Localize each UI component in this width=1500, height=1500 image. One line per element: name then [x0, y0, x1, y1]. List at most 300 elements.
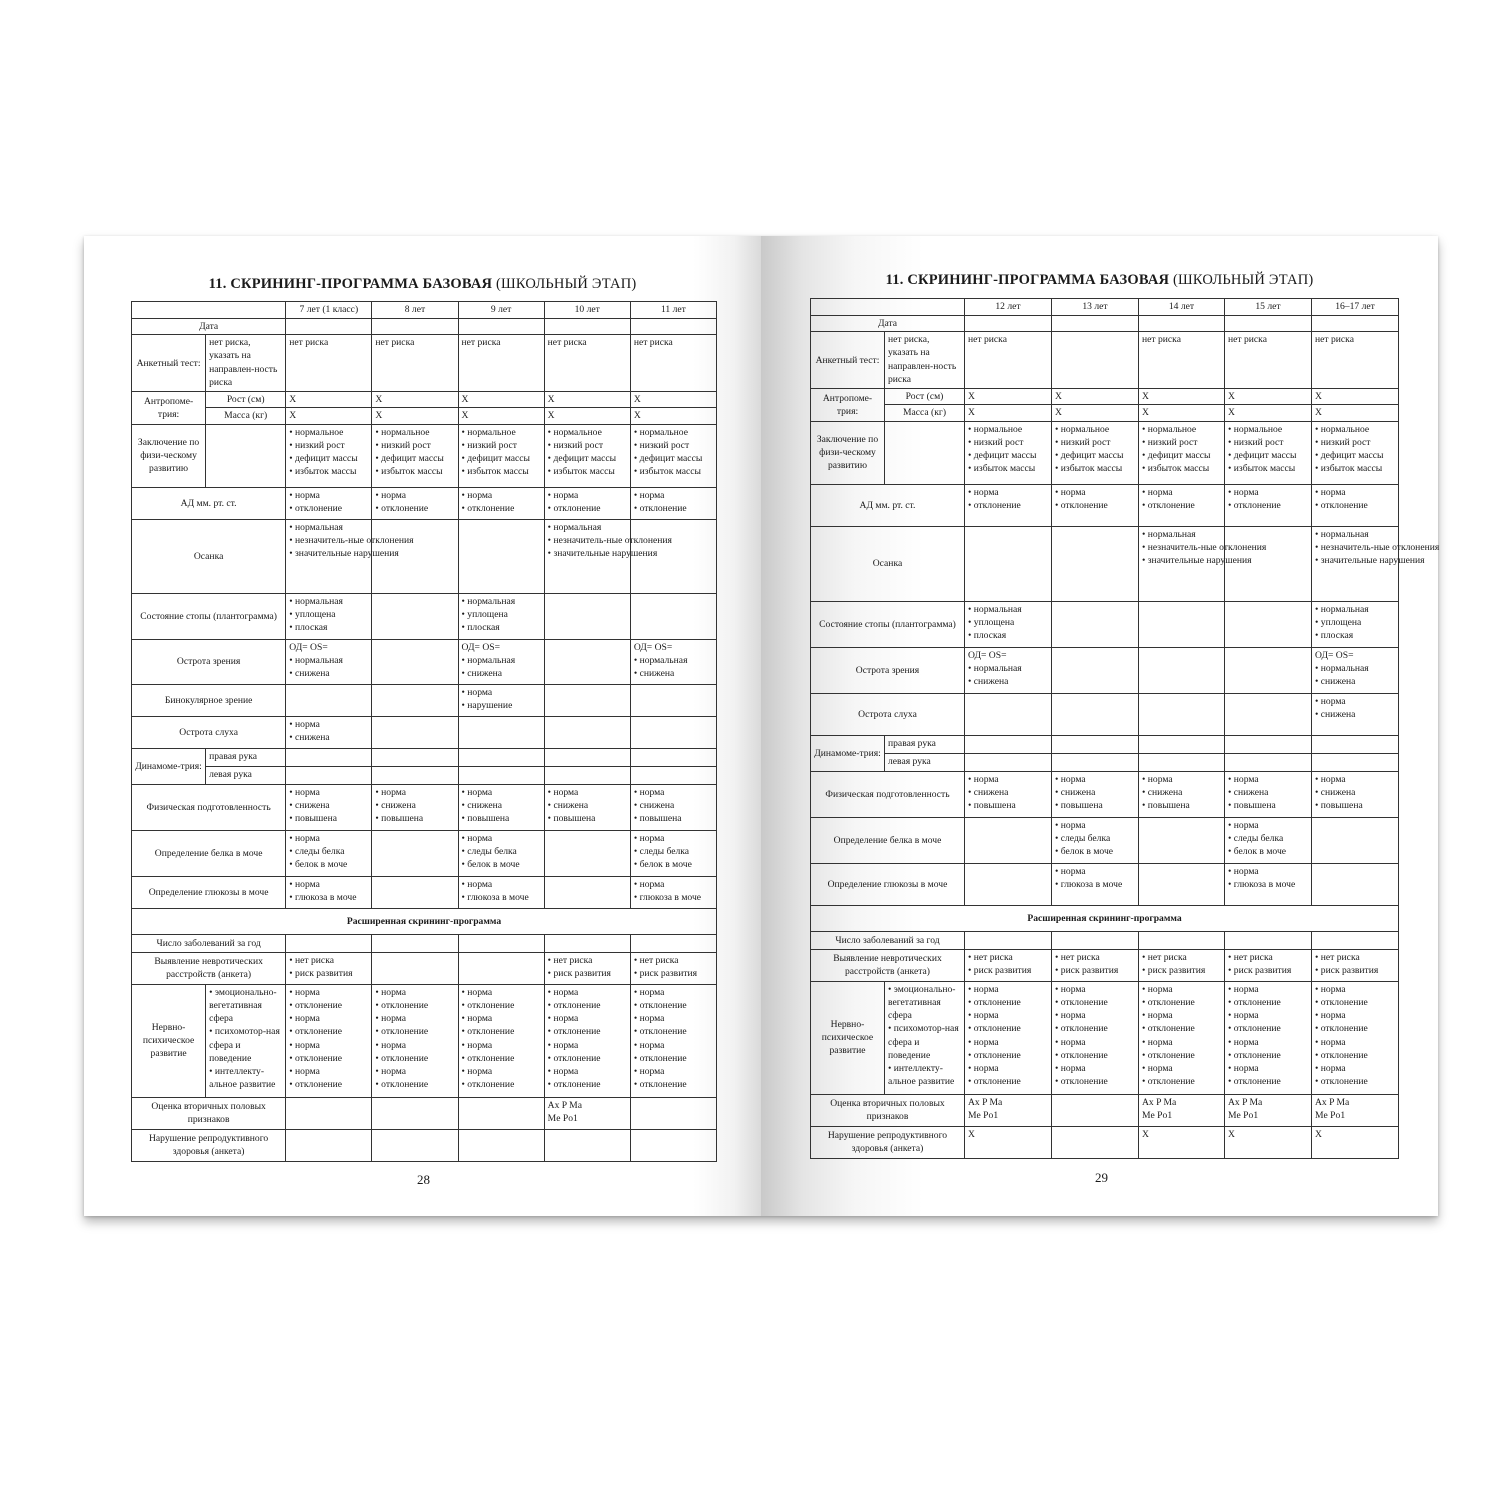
option-text: • норма	[1228, 773, 1308, 786]
row-date	[132, 319, 717, 335]
data-cell[interactable]	[372, 830, 458, 876]
data-cell[interactable]	[372, 1097, 458, 1129]
date-cell[interactable]	[630, 319, 716, 335]
neuro-subcategory: • психомотор-ная сфера и поведение	[888, 1023, 959, 1061]
data-cell[interactable]	[630, 876, 716, 908]
data-cell[interactable]	[1312, 863, 1399, 905]
data-cell[interactable]	[630, 335, 716, 392]
data-cell[interactable]	[1052, 863, 1139, 905]
data-cell[interactable]	[630, 424, 716, 487]
data-cell[interactable]	[630, 984, 716, 1097]
data-cell[interactable]	[286, 830, 372, 876]
option-text: • плоская	[289, 621, 368, 634]
dyna-cell[interactable]	[458, 766, 544, 784]
data-cell[interactable]	[630, 639, 716, 684]
data-cell[interactable]	[458, 593, 544, 639]
section-heading: Расширенная скрининг-программа	[811, 905, 1399, 931]
illness-cell[interactable]	[965, 931, 1052, 949]
row-label: Нервно-психическое развитие	[132, 984, 206, 1097]
dyna-cell[interactable]	[630, 766, 716, 784]
data-cell[interactable]	[965, 863, 1052, 905]
data-cell[interactable]	[1052, 771, 1139, 817]
data-cell[interactable]	[1139, 421, 1225, 484]
option-text: • снижена	[1055, 786, 1135, 799]
option-text: • низкий рост	[1055, 436, 1135, 449]
option-text: • норма	[1055, 1062, 1135, 1075]
data-cell[interactable]	[458, 684, 544, 716]
row-vision	[132, 639, 717, 684]
row-sublabel	[885, 981, 965, 1094]
option-text: • норма	[1142, 486, 1221, 499]
dyna-cell[interactable]	[544, 766, 630, 784]
date-cell[interactable]	[965, 316, 1052, 332]
illness-cell[interactable]	[286, 934, 372, 952]
dyna-cell[interactable]	[630, 748, 716, 766]
row-glucose	[132, 876, 717, 908]
row-label: Осанка	[811, 526, 965, 601]
data-cell[interactable]	[286, 984, 372, 1097]
data-cell[interactable]	[1052, 332, 1139, 389]
data-cell[interactable]	[1139, 981, 1225, 1094]
height-cell[interactable]: X	[1052, 389, 1139, 405]
option-text: • избыток массы	[634, 465, 713, 478]
data-cell[interactable]	[965, 484, 1052, 526]
dyna-cell[interactable]	[1052, 753, 1139, 771]
row-hearing	[132, 716, 717, 748]
data-cell[interactable]	[1139, 484, 1225, 526]
date-cell[interactable]	[544, 319, 630, 335]
option-text: • отклонение	[289, 1052, 368, 1065]
data-cell[interactable]	[544, 784, 630, 830]
option-text: • отклонение	[1315, 499, 1395, 512]
data-cell[interactable]	[1052, 949, 1139, 981]
option-text: • незначитель-ные отклонения	[1315, 541, 1395, 554]
option-text: • нормальная	[289, 595, 368, 608]
data-cell[interactable]	[965, 332, 1052, 389]
data-cell[interactable]	[1139, 601, 1225, 647]
data-cell[interactable]	[286, 784, 372, 830]
illness-cell[interactable]	[1139, 931, 1225, 949]
data-cell[interactable]	[1312, 1126, 1399, 1158]
data-cell[interactable]	[1139, 332, 1225, 389]
data-cell[interactable]	[1052, 484, 1139, 526]
row-hearing	[811, 693, 1399, 735]
height-cell[interactable]: X	[544, 392, 630, 408]
option-text: • снижена	[1315, 708, 1395, 721]
dyna-cell[interactable]	[372, 766, 458, 784]
dyna-cell[interactable]	[286, 748, 372, 766]
data-cell[interactable]	[965, 693, 1052, 735]
option-text: • уплощена	[462, 608, 541, 621]
option-text: • норма	[462, 878, 541, 891]
data-cell[interactable]	[372, 424, 458, 487]
date-cell[interactable]	[372, 319, 458, 335]
data-cell[interactable]	[458, 952, 544, 984]
option-text: • отклонение	[968, 1022, 1048, 1035]
data-cell[interactable]	[1052, 817, 1139, 863]
mass-cell[interactable]: X	[630, 408, 716, 424]
page-title	[761, 272, 1438, 289]
data-cell[interactable]	[1225, 949, 1312, 981]
data-cell[interactable]	[286, 519, 414, 593]
option-text: • отклонение	[375, 502, 454, 515]
data-cell[interactable]	[458, 639, 544, 684]
data-cell[interactable]	[458, 1129, 544, 1161]
data-cell[interactable]	[630, 952, 716, 984]
row-sublabel	[206, 984, 286, 1097]
data-cell[interactable]	[1312, 693, 1399, 735]
option-text: • норма	[634, 1012, 713, 1025]
data-cell[interactable]	[458, 335, 544, 392]
dyna-cell[interactable]	[458, 748, 544, 766]
data-cell[interactable]	[286, 952, 372, 984]
data-cell[interactable]	[1312, 771, 1399, 817]
data-cell[interactable]	[544, 519, 672, 593]
option-text: • отклонение	[375, 1025, 454, 1038]
row-dyna-right	[132, 748, 717, 766]
data-cell[interactable]	[1312, 1094, 1399, 1126]
data-cell[interactable]	[1139, 949, 1225, 981]
illness-cell[interactable]	[630, 934, 716, 952]
option-text: • норма	[548, 986, 627, 999]
data-cell[interactable]	[286, 684, 372, 716]
dyna-cell[interactable]	[372, 748, 458, 766]
data-cell[interactable]	[286, 639, 372, 684]
data-cell[interactable]	[1052, 693, 1139, 735]
data-cell[interactable]	[286, 593, 372, 639]
data-cell[interactable]	[286, 487, 372, 519]
mass-cell[interactable]: X	[1139, 405, 1225, 421]
data-cell[interactable]	[372, 784, 458, 830]
mass-cell[interactable]: X	[286, 408, 372, 424]
row-label: Бинокулярное зрение	[132, 684, 286, 716]
illness-cell[interactable]	[1312, 931, 1399, 949]
row-label: Осанка	[132, 519, 286, 593]
data-cell[interactable]	[544, 639, 630, 684]
age-header: 12 лет	[965, 299, 1052, 316]
date-cell[interactable]	[1312, 316, 1399, 332]
row-label: Определение белка в моче	[811, 817, 965, 863]
data-cell[interactable]	[372, 716, 458, 748]
option-text: • норма	[289, 986, 368, 999]
data-cell[interactable]	[458, 487, 544, 519]
age-header: 10 лет	[544, 302, 630, 319]
illness-cell[interactable]	[458, 934, 544, 952]
option-text: • избыток массы	[289, 465, 368, 478]
data-cell[interactable]	[372, 1129, 458, 1161]
date-cell[interactable]	[1052, 316, 1139, 332]
data-cell[interactable]	[965, 817, 1052, 863]
option-text: • уплощена	[289, 608, 368, 621]
dyna-cell[interactable]	[1139, 753, 1225, 771]
data-cell[interactable]	[1139, 771, 1225, 817]
dyna-cell[interactable]	[1139, 735, 1225, 753]
row-date	[811, 316, 1399, 332]
data-cell[interactable]	[965, 1094, 1052, 1126]
data-cell[interactable]	[1312, 526, 1440, 601]
data-cell[interactable]	[1052, 1126, 1139, 1158]
option-text: • значительные нарушения	[548, 547, 627, 560]
data-cell[interactable]	[1312, 601, 1399, 647]
data-cell[interactable]	[1225, 863, 1312, 905]
option-text: • отклонение	[634, 502, 713, 515]
row-label: Дата	[811, 316, 965, 332]
data-cell[interactable]	[1139, 817, 1225, 863]
data-cell[interactable]	[965, 421, 1052, 484]
date-cell[interactable]	[458, 319, 544, 335]
option-text: • отклонение	[462, 1025, 541, 1038]
option-text: • нормальная	[968, 603, 1048, 616]
data-cell[interactable]	[1312, 647, 1399, 693]
mass-cell[interactable]: X	[1225, 405, 1312, 421]
data-cell[interactable]	[286, 1129, 372, 1161]
data-cell[interactable]	[1052, 1094, 1139, 1126]
option-text: • отклонение	[634, 1078, 713, 1091]
data-cell[interactable]	[1139, 693, 1225, 735]
mass-cell[interactable]: X	[458, 408, 544, 424]
option-text: • отклонение	[1228, 499, 1308, 512]
dyna-cell[interactable]	[1312, 753, 1399, 771]
data-cell[interactable]	[630, 830, 716, 876]
data-cell[interactable]	[1052, 526, 1139, 601]
option-text: • нет риска	[1142, 951, 1221, 964]
option-text: • повышена	[634, 812, 713, 825]
row-survey	[132, 335, 717, 392]
option-text: • нет риска	[1315, 951, 1395, 964]
option-text: • отклонение	[1055, 1049, 1135, 1062]
option-text: • отклонение	[375, 999, 454, 1012]
height-cell[interactable]: X	[1139, 389, 1225, 405]
data-cell[interactable]	[630, 716, 716, 748]
header-row	[811, 299, 1399, 316]
data-cell[interactable]	[458, 876, 544, 908]
dyna-cell[interactable]	[1312, 735, 1399, 753]
option-text: • норма	[1228, 1036, 1308, 1049]
data-cell[interactable]	[965, 1126, 1052, 1158]
option-text: • отклонение	[1228, 1049, 1308, 1062]
data-cell[interactable]	[1139, 526, 1267, 601]
option-text: • норма	[462, 1012, 541, 1025]
height-cell[interactable]: X	[1225, 389, 1312, 405]
height-cell[interactable]: X	[1312, 389, 1399, 405]
row-sublabel: Рост (см)	[206, 392, 286, 408]
data-cell[interactable]	[1312, 949, 1399, 981]
data-cell[interactable]	[286, 716, 372, 748]
empty-cell	[885, 421, 965, 484]
data-cell[interactable]	[372, 335, 458, 392]
option-text: • нормальное	[968, 423, 1048, 436]
row-neurotic	[132, 952, 717, 984]
data-cell[interactable]	[630, 1097, 716, 1129]
data-cell[interactable]	[544, 684, 630, 716]
data-cell[interactable]	[630, 1129, 716, 1161]
od-os-label: ОД= OS=	[461, 641, 501, 653]
data-cell[interactable]	[630, 784, 716, 830]
data-cell[interactable]	[286, 1097, 372, 1129]
mass-cell[interactable]: X	[1312, 405, 1399, 421]
dyna-cell[interactable]	[1225, 753, 1312, 771]
option-text: • глюкоза в моче	[462, 891, 541, 904]
data-cell[interactable]	[1052, 601, 1139, 647]
data-cell[interactable]	[965, 647, 1052, 693]
data-cell[interactable]	[544, 424, 630, 487]
data-cell[interactable]	[372, 593, 458, 639]
height-cell[interactable]: X	[286, 392, 372, 408]
data-cell[interactable]	[1139, 1126, 1225, 1158]
data-cell[interactable]	[544, 830, 630, 876]
row-dyna-right	[811, 735, 1399, 753]
height-cell[interactable]: X	[630, 392, 716, 408]
mass-cell[interactable]: X	[965, 405, 1052, 421]
data-cell[interactable]	[1225, 817, 1312, 863]
data-cell[interactable]	[1052, 421, 1139, 484]
data-cell[interactable]	[965, 981, 1052, 1094]
data-cell[interactable]	[1225, 1094, 1312, 1126]
option-text: • отклонение	[548, 1078, 627, 1091]
dyna-cell[interactable]	[286, 766, 372, 784]
header-row	[132, 302, 717, 319]
height-cell[interactable]: X	[458, 392, 544, 408]
option-text: • норма	[1142, 1036, 1221, 1049]
data-cell[interactable]	[544, 952, 630, 984]
option-text: • уплощена	[1315, 616, 1395, 629]
data-cell[interactable]	[1139, 1094, 1225, 1126]
mass-cell[interactable]: X	[372, 408, 458, 424]
data-cell[interactable]	[1312, 817, 1399, 863]
row-sublabel: Масса (кг)	[206, 408, 286, 424]
data-cell[interactable]	[372, 639, 458, 684]
data-cell[interactable]	[458, 984, 544, 1097]
row-label: Нарушение репродуктивного здоровья (анкета)	[811, 1126, 965, 1158]
data-cell[interactable]	[1225, 647, 1312, 693]
dyna-cell[interactable]	[1052, 735, 1139, 753]
data-cell[interactable]	[1225, 601, 1312, 647]
height-cell[interactable]: X	[965, 389, 1052, 405]
row-label: Заключение по физи-ческому развитию	[132, 424, 206, 487]
illness-cell[interactable]	[544, 934, 630, 952]
date-cell[interactable]	[1139, 316, 1225, 332]
dyna-cell[interactable]	[965, 735, 1052, 753]
data-cell[interactable]	[458, 784, 544, 830]
age-header: 8 лет	[372, 302, 458, 319]
data-cell[interactable]	[372, 487, 458, 519]
neuro-subcategory: • интеллекту-альное развитие	[209, 1066, 276, 1091]
mass-cell[interactable]: X	[1052, 405, 1139, 421]
row-sublabel: левая рука	[206, 766, 286, 784]
option-text: нет риска	[1142, 334, 1181, 346]
data-cell[interactable]	[1052, 981, 1139, 1094]
option-text: • значительные нарушения	[289, 547, 368, 560]
data-cell[interactable]	[544, 593, 630, 639]
data-cell[interactable]	[372, 984, 458, 1097]
data-cell[interactable]	[286, 335, 372, 392]
option-text: • уплощена	[968, 616, 1048, 629]
data-cell[interactable]	[544, 716, 630, 748]
option-text: • избыток массы	[375, 465, 454, 478]
data-cell[interactable]	[1225, 771, 1312, 817]
data-cell[interactable]	[1052, 647, 1139, 693]
option-text: • отклонение	[1315, 1075, 1395, 1088]
option-text: • норма	[1315, 1009, 1395, 1022]
row-posture	[811, 526, 1399, 601]
data-cell[interactable]	[1225, 421, 1312, 484]
data-cell[interactable]	[372, 684, 458, 716]
data-cell[interactable]	[1225, 1126, 1312, 1158]
option-text: • норма	[1315, 1036, 1395, 1049]
data-cell[interactable]	[965, 771, 1052, 817]
row-height	[811, 389, 1399, 405]
option-text: • норма	[1142, 1009, 1221, 1022]
option-text: • отклонение	[1228, 996, 1308, 1009]
data-cell[interactable]	[544, 984, 630, 1097]
option-text: • отклонение	[1142, 1049, 1221, 1062]
option-text: • нормальная	[1315, 603, 1395, 616]
option-text: • снижена	[1315, 675, 1395, 688]
date-cell[interactable]	[286, 319, 372, 335]
data-cell[interactable]	[544, 876, 630, 908]
dyna-cell[interactable]	[965, 753, 1052, 771]
option-text: • следы белка	[1055, 832, 1135, 845]
data-cell[interactable]	[630, 684, 716, 716]
data-cell[interactable]	[1312, 981, 1399, 1094]
data-cell[interactable]	[1225, 484, 1312, 526]
neuro-subcategory: • психомотор-ная сфера и поведение	[209, 1026, 280, 1064]
illness-cell[interactable]	[1052, 931, 1139, 949]
data-cell[interactable]	[1139, 647, 1225, 693]
data-cell[interactable]	[1225, 981, 1312, 1094]
data-cell[interactable]	[544, 1129, 630, 1161]
data-cell[interactable]	[458, 519, 544, 593]
corner-cell	[811, 299, 965, 316]
dyna-cell[interactable]	[1225, 735, 1312, 753]
data-cell[interactable]	[1312, 421, 1399, 484]
data-cell[interactable]	[458, 830, 544, 876]
row-label: АД мм. рт. ст.	[811, 484, 965, 526]
data-cell[interactable]	[372, 952, 458, 984]
data-cell[interactable]	[286, 424, 372, 487]
option-text: • дефицит массы	[968, 449, 1048, 462]
dyna-cell[interactable]	[544, 748, 630, 766]
illness-cell[interactable]	[1225, 931, 1312, 949]
data-cell[interactable]	[630, 487, 716, 519]
data-cell[interactable]	[1225, 332, 1312, 389]
data-cell[interactable]	[630, 593, 716, 639]
option-text: • отклонение	[634, 1052, 713, 1065]
data-cell[interactable]	[458, 424, 544, 487]
data-cell[interactable]	[965, 601, 1052, 647]
data-cell[interactable]	[965, 526, 1052, 601]
height-cell[interactable]: X	[372, 392, 458, 408]
illness-cell[interactable]	[372, 934, 458, 952]
data-cell[interactable]	[544, 487, 630, 519]
data-cell[interactable]	[1225, 693, 1312, 735]
data-cell[interactable]	[1312, 484, 1399, 526]
data-cell[interactable]	[372, 876, 458, 908]
data-cell[interactable]	[965, 949, 1052, 981]
option-text: • отклонение	[548, 999, 627, 1012]
data-cell[interactable]	[458, 1097, 544, 1129]
data-cell[interactable]	[544, 335, 630, 392]
row-foot	[811, 601, 1399, 647]
data-cell[interactable]	[458, 716, 544, 748]
mass-cell[interactable]: X	[544, 408, 630, 424]
data-cell[interactable]	[286, 876, 372, 908]
data-cell[interactable]	[544, 1097, 630, 1129]
data-cell[interactable]	[1312, 332, 1399, 389]
option-text: нет риска	[1228, 334, 1267, 346]
data-cell[interactable]	[1139, 863, 1225, 905]
date-cell[interactable]	[1225, 316, 1312, 332]
